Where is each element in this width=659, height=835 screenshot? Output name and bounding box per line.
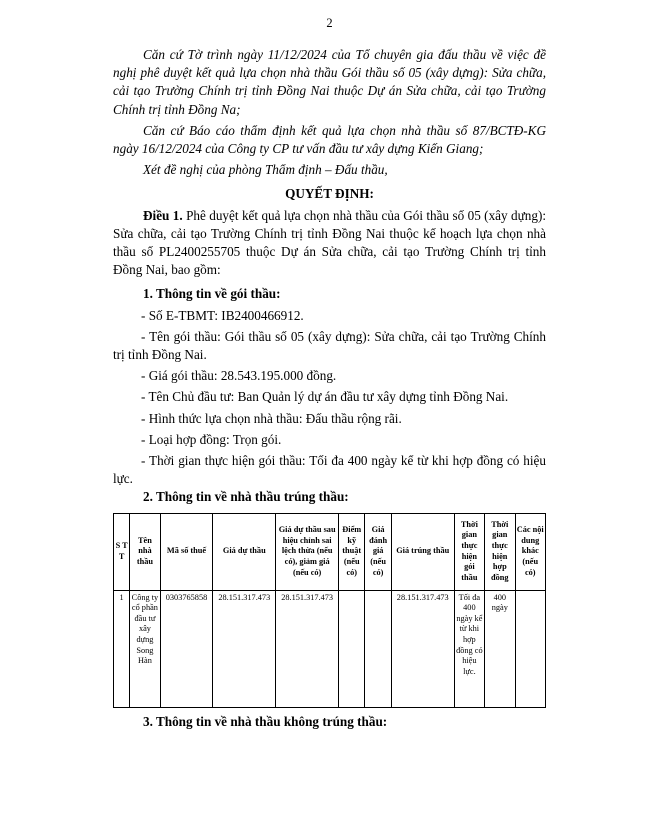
decision-heading: QUYẾT ĐỊNH: — [285, 186, 374, 202]
cell-technical-score — [339, 590, 365, 707]
cell-contract-duration: 400 ngày — [485, 590, 515, 707]
section-2-heading: 2. Thông tin về nhà thầu trúng thầu: — [143, 489, 349, 505]
section-1-heading: 1. Thông tin về gói thầu: — [143, 286, 281, 302]
preamble-paragraph-2: Căn cứ Báo cáo thẩm định kết quả lựa chọn nhà thầu số 87/BCTĐ-KG ngày 16/12/2024 của Công ty CP tư vấn đầu tư xây dựng Kiến Giang; — [113, 122, 546, 157]
cell-evaluated-price — [365, 590, 391, 707]
table-header-stt: S T T — [114, 513, 130, 590]
section-3-heading: 3. Thông tin về nhà thầu không trúng thầu: — [143, 713, 388, 729]
section-1-item-1: - Tên gói thầu: Gói thầu số 05 (xây dựng): Sửa chữa, cải tạo Trường Chính trị tỉnh Đồng Nai. — [113, 328, 546, 363]
table-header-tax-code: Mã số thuế — [160, 513, 213, 590]
section-1-item-2: - Giá gói thầu: 28.543.195.000 đồng. — [141, 368, 337, 384]
table-header-technical-score: Điểm kỹ thuật (nếu có) — [339, 513, 365, 590]
cell-bid-price: 28.151.317.473 — [213, 590, 276, 707]
section-1-item-4: - Hình thức lựa chọn nhà thầu: Đấu thầu rộng rãi. — [141, 410, 402, 426]
section-1-item-3: - Tên Chủ đầu tư: Ban Quản lý dự án đầu tư xây dựng tỉnh Đồng Nai. — [141, 389, 509, 405]
cell-package-duration: Tối đa 400 ngày kể từ khi hợp đồng có hiệu lực. — [454, 590, 484, 707]
table-header-bidder-name: Tên nhà thầu — [130, 513, 160, 590]
cell-tax-code: 0303765858 — [160, 590, 213, 707]
preamble-paragraph-1: Căn cứ Tờ trình ngày 11/12/2024 của Tổ chuyên gia đấu thầu về việc đề nghị phê duyệt kết quả lựa chọn nhà thầu Gói thầu số 05 (xây dựng): Sửa chữa, cải tạo Trường Chính trị tỉnh Đồng Nai thuộc Dự án Sửa chữa, cải tạo Trường Chính trị tỉnh Đồng Na; — [113, 47, 546, 117]
cell-winning-price: 28.151.317.473 — [391, 590, 454, 707]
table-header-package-duration: Thời gian thực hiện gói thầu — [454, 513, 484, 590]
table-header-contract-duration: Thời gian thực hiện hợp đồng — [485, 513, 515, 590]
cell-other — [515, 590, 546, 707]
table-row — [114, 590, 546, 707]
table-header-other: Các nội dung khác (nếu có) — [515, 513, 546, 590]
table-header-winning-price: Giá trúng thầu — [391, 513, 454, 590]
cell-stt: 1 — [114, 590, 130, 707]
preamble-paragraph-3: Xét đề nghị của phòng Thẩm định – Đấu thầu, — [143, 162, 388, 178]
table-header-evaluated-price: Giá đánh giá (nếu có) — [365, 513, 391, 590]
section-1-item-0: - Số E-TBMT: IB2400466912. — [141, 307, 304, 323]
page-number: 2 — [326, 16, 333, 30]
table-header-bid-price: Giá dự thầu — [213, 513, 276, 590]
cell-bidder-name: Công ty cổ phần đầu tư xây dựng Song Hàn — [130, 590, 160, 707]
cell-adjusted-price: 28.151.317.473 — [276, 590, 339, 707]
article-1-text: Phê duyệt kết quả lựa chọn nhà thầu của Gói thầu số 05 (xây dựng): Sửa chữa, cải tạo Trường Chính trị tỉnh Đồng Nai thuộc kế hoạch lựa chọn nhà thầu số PL2400255705 thuộc Dự án Sửa chữa, cải tạo Trường Chính trị tỉnh Đồng Nai, bao gồm: — [113, 207, 546, 278]
winning-bidder-table — [113, 513, 546, 708]
section-1-item-6: - Thời gian thực hiện gói thầu: Tối đa 400 ngày kể từ khi hợp đồng có hiệu lực. — [113, 453, 546, 487]
article-1-label: Điều 1. — [143, 207, 183, 223]
table-header-row — [114, 513, 546, 590]
table-header-adjusted-price: Giá dự thầu sau hiệu chỉnh sai lệch thừa (nếu có), giảm giá (nếu có) — [276, 513, 339, 590]
article-1-paragraph — [113, 207, 546, 280]
section-1-item-5: - Loại hợp đồng: Trọn gói. — [141, 431, 282, 447]
document-body — [113, 46, 546, 731]
